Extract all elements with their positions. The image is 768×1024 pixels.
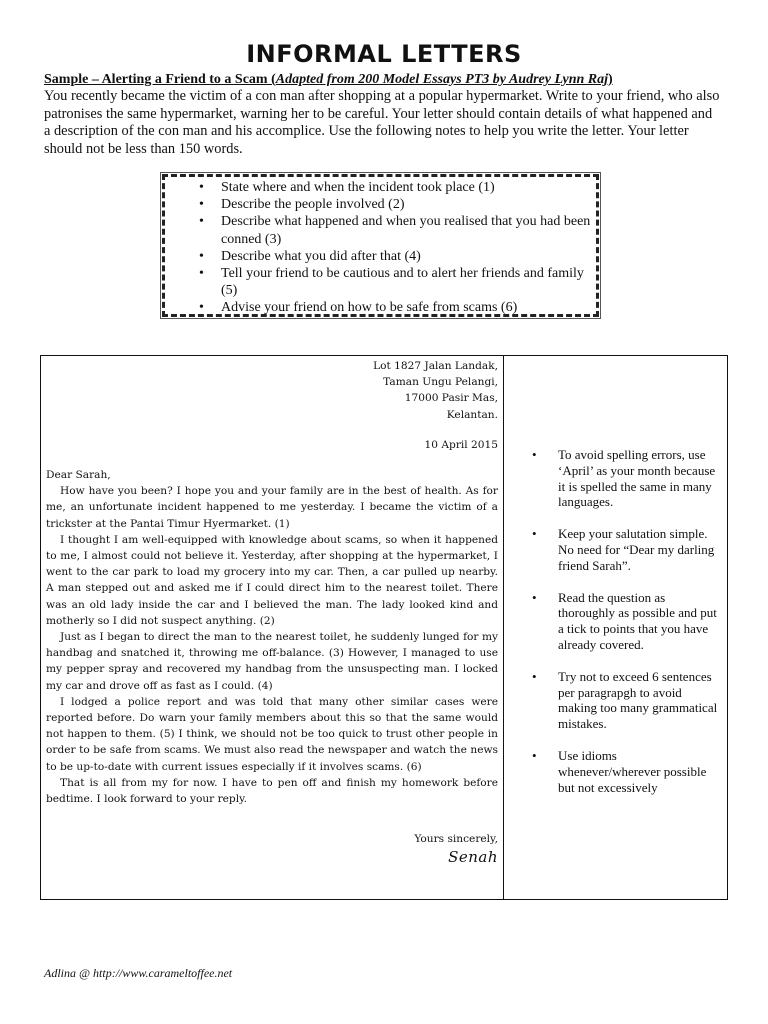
letter-paragraph: That is all from my for now. I have to pen off and finish my homework before bedtime. I look forward to your reply.: [46, 776, 498, 806]
tip-item: • Try not to exceed 6 sentences per paragrapgh to avoid making too many grammatical mistakes.: [532, 669, 722, 732]
subtitle-source: Adapted from 200 Model Essays PT3 by Audrey Lynn Raj: [275, 72, 608, 87]
tip-item: • To avoid spelling errors, use ‘April’ as your month because it is spelled the same in many languages.: [532, 447, 722, 510]
task-instructions: You recently became the victim of a con man after shopping at a popular hypermarket. Write to your friend, who also patronises the same hypermarket, warning her to be careful. Your letter should contain details of what happened and a description of the con man and his accomplice. Use the following notes to help you write the letter. Your letter should not be less than 150 words.: [44, 88, 720, 157]
subtitle-prefix: Sample – Alerting a Friend to a Scam (: [44, 72, 276, 87]
letter-paragraph: Just as I began to direct the man to the nearest toilet, he suddenly lunged for my handbag and snatched it, throwing me off-balance. (3) However, I managed to use my pepper spray and recovered my handbag from the unsuspecting man. I locked my car and drove off as fast as I could. (4): [46, 631, 498, 692]
letter-paragraph: I lodged a police report and was told that many other similar cases were reported before. Do warn your family members about this so that the same would not happen to them. (5) I think, we should not be too quick to trust other people in order to be safe from scams. We must also read the newspaper and watch the news to be up-to-date with current issues especially if it involves scams. (6): [46, 695, 498, 773]
subtitle-suffix: ): [608, 72, 613, 87]
note-item: • State where and when the incident took place (1): [221, 179, 596, 196]
note-item: • Describe what happened and when you realised that you had been conned (3): [221, 213, 596, 247]
letter-paragraph: I thought I am well-equipped with knowledge about scams, so when it happened to me, I almost could not believe it. Yesterday, after shopping at the hypermarket, I went to the car park to load my grocery into my car. Then, a car pulled up nearby. A man stepped out and asked me if I could direct him to the nearest toilet. There was an old lady inside the car and I believed the man. The lady looked kind and motherly so I did not suspect anything. (2): [46, 533, 498, 627]
note-item: • Describe the people involved (2): [221, 196, 596, 213]
letter-paragraph: How have you been? I hope you and your family are in the best of health. As for me, an unfortunate incident happened to me yesterday. I became the victim of a trickster at the Pantai Timur Hyermarket. (1): [46, 485, 498, 530]
page-title: INFORMAL LETTERS: [246, 40, 522, 68]
tips-column: [532, 447, 722, 811]
closing: Yours sincerely,: [414, 833, 498, 846]
footer-credit: Adlina @ http://www.carameltoffee.net: [44, 966, 233, 980]
notes-box: [162, 174, 599, 317]
letter-date: 10 April 2015: [424, 438, 498, 451]
address-line: Taman Ungu Pelangi,: [383, 376, 498, 389]
address-line: Kelantan.: [446, 408, 498, 421]
salutation: Dear Sarah,: [46, 469, 111, 482]
note-item: • Describe what you did after that (4): [221, 248, 596, 265]
note-item: • Tell your friend to be cautious and to alert her friends and family (5): [221, 265, 596, 299]
tip-item: • Use idioms whenever/wherever possible but not excessively: [532, 748, 722, 795]
address-line: 17000 Pasir Mas,: [404, 392, 498, 405]
tip-item: • Read the question as thoroughly as possible and put a tick to points that you have already covered.: [532, 590, 722, 653]
address-line: Lot 1827 Jalan Landak,: [373, 360, 498, 372]
tip-item: • Keep your salutation simple. No need for “Dear my darling friend Sarah”.: [532, 526, 722, 573]
sample-subtitle: [44, 72, 613, 88]
sender-address: [46, 358, 498, 423]
sample-letter: [46, 358, 498, 866]
column-divider: [503, 355, 504, 900]
note-item: • Advise your friend on how to be safe from scams (6): [221, 299, 596, 316]
signature: Senah: [448, 848, 498, 867]
